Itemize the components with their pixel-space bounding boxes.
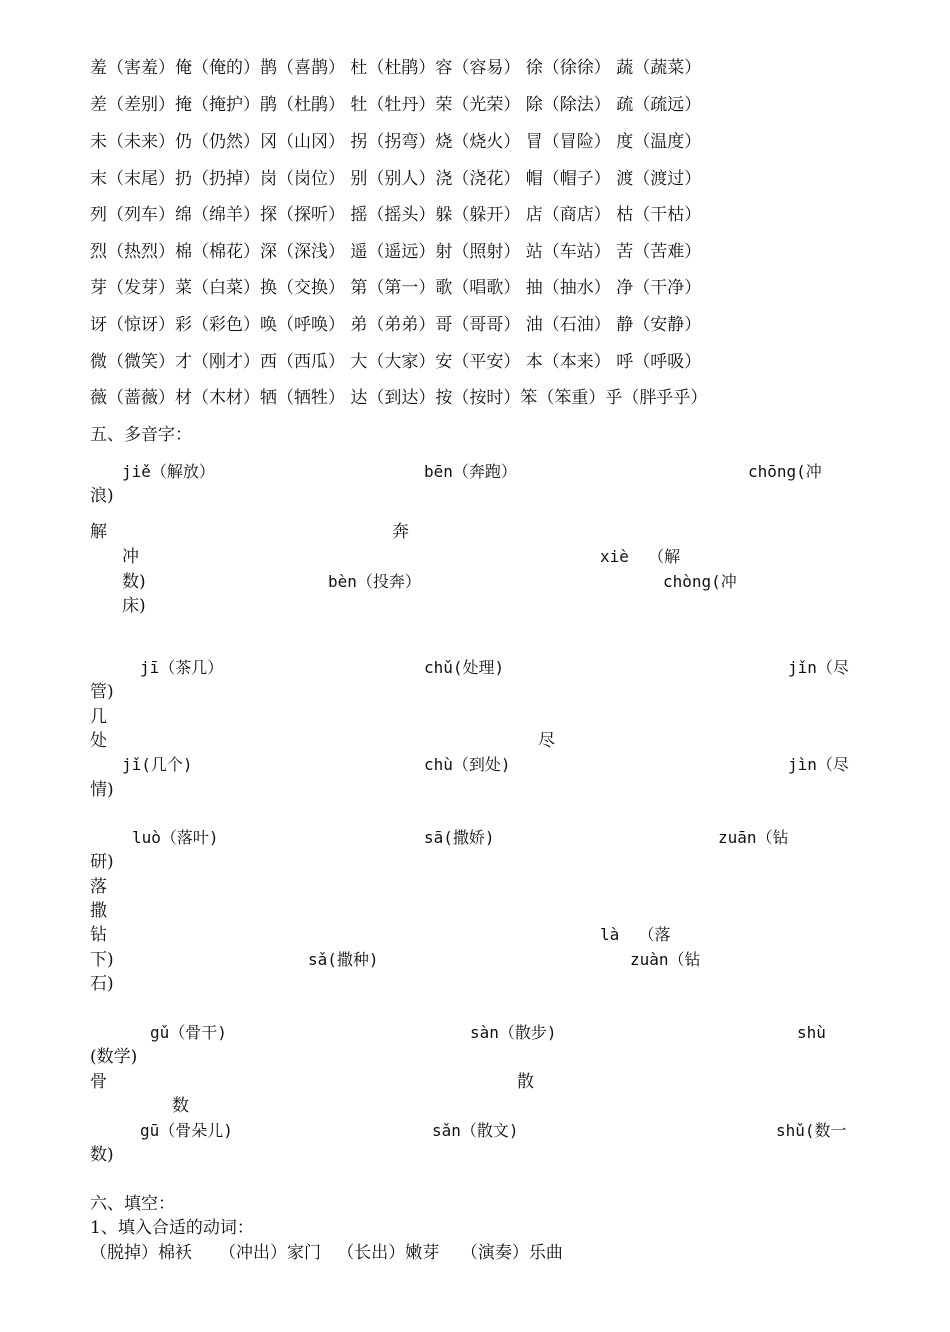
pinyin-jin4: jìn（尽 <box>788 755 849 774</box>
char-row-7: 芽（发芽）菜（白菜）换（交换） 第（第一）歌（唱歌） 抽（抽水） 净（干净） <box>90 278 702 298</box>
pinyin-luo4: luò（落叶) <box>132 828 219 847</box>
pinyin-shu4-wrap: (数学) <box>90 1047 138 1067</box>
pinyin-jie3: jiě（解放） <box>122 462 215 481</box>
char-ben: 奔 <box>392 522 409 542</box>
char-row-8: 讶（惊讶）彩（彩色）唤（呼唤） 弟（弟弟）哥（哥哥） 油（石油） 静（安静） <box>90 315 702 335</box>
char-chu: 处 <box>90 731 107 751</box>
pinyin-ben1: bēn（奔跑） <box>424 462 517 481</box>
pinyin-zuan1-wrap: 研) <box>90 852 114 872</box>
pinyin-zuan4-wrap: 石) <box>90 974 114 994</box>
pinyin-xie4: xiè （解 <box>600 547 681 566</box>
pinyin-chu3: chǔ(处理) <box>424 658 505 677</box>
pinyin-chong4: chòng(冲 <box>663 572 737 591</box>
char-san: 散 <box>517 1072 534 1092</box>
pinyin-chong1: chōng(冲 <box>748 462 822 481</box>
pinyin-gu1: gū（骨朵儿) <box>140 1121 233 1140</box>
pinyin-chong4-wrap: 床) <box>122 596 146 616</box>
pinyin-xie4-wrap: 数) <box>122 572 146 592</box>
char-chong: 冲 <box>122 547 139 567</box>
char-shu: 数 <box>172 1096 189 1116</box>
char-row-6: 烈（热烈）棉（棉花）深（深浅） 遥（遥远）射（照射） 站（车站） 苦（苦难） <box>90 242 702 262</box>
pinyin-zuan1: zuān（钻 <box>718 828 789 847</box>
pinyin-san4: sàn（散步) <box>470 1023 557 1042</box>
pinyin-jin3-wrap: 管) <box>90 682 114 702</box>
pinyin-chu4: chù（到处) <box>424 755 511 774</box>
fill-verbs-line: （脱掉）棉袄 （冲出）家门 （长出）嫩芽 （演奏）乐曲 <box>90 1243 563 1263</box>
pinyin-ji3: jǐ(几个) <box>122 755 193 774</box>
char-gu: 骨 <box>90 1072 107 1092</box>
char-sa: 撒 <box>90 901 107 921</box>
char-zuan: 钻 <box>90 925 107 945</box>
pinyin-shu3-wrap: 数) <box>90 1145 114 1165</box>
char-row-2: 差（差别）掩（掩护）鹃（杜鹃） 牡（牡丹）荣（光荣） 除（除法） 疏（疏远） <box>90 95 702 115</box>
char-luo: 落 <box>90 877 107 897</box>
pinyin-jin4-wrap: 情) <box>90 780 114 800</box>
pinyin-shu4: shù <box>797 1023 826 1042</box>
pinyin-san3: sǎn（散文) <box>432 1121 519 1140</box>
pinyin-shu3: shǔ(数一 <box>776 1121 847 1140</box>
char-row-1: 羞（害羞）俺（俺的）鹊（喜鹊） 杜（杜鹃）容（容易） 徐（徐徐） 蔬（蔬菜） <box>90 58 702 78</box>
char-row-9: 微（微笑）才（刚才）西（西瓜） 大（大家）安（平安） 本（本来） 呼（呼吸） <box>90 352 702 372</box>
char-jin: 尽 <box>538 731 555 751</box>
char-ji: 几 <box>90 707 107 727</box>
pinyin-la4: là （落 <box>600 925 671 944</box>
pinyin-chong1-wrap: 浪) <box>90 486 114 506</box>
pinyin-zuan4: zuàn（钻 <box>630 950 701 969</box>
char-row-5: 列（列车）绵（绵羊）探（探听） 摇（摇头）躲（躲开） 店（商店） 枯（干枯） <box>90 205 702 225</box>
char-row-10: 薇（蔷薇）材（木材）牺（牺牲） 达（到达）按（按时）笨（笨重）乎（胖乎乎） <box>90 388 708 408</box>
pinyin-gu3: gǔ（骨干) <box>150 1023 227 1042</box>
section6-heading: 六、填空： <box>90 1194 175 1214</box>
pinyin-la4-wrap: 下) <box>90 950 114 970</box>
char-row-3: 未（未来）仍（仍然）冈（山冈） 拐（拐弯）烧（烧火） 冒（冒险） 度（温度） <box>90 132 702 152</box>
pinyin-jin3: jǐn（尽 <box>788 658 849 677</box>
pinyin-ji1: jī（茶几） <box>140 658 224 677</box>
section5-heading: 五、多音字： <box>90 425 192 445</box>
char-row-4: 末（末尾）扔（扔掉）岗（岗位） 别（别人）浇（浇花） 帽（帽子） 渡（渡过） <box>90 169 702 189</box>
pinyin-ben4: bèn（投奔） <box>328 572 421 591</box>
section6-subheading: 1、填入合适的动词： <box>90 1218 254 1238</box>
pinyin-sa3: sǎ(撒种) <box>308 950 379 969</box>
pinyin-sa1: sā(撒娇) <box>424 828 495 847</box>
char-jie: 解 <box>90 522 107 542</box>
